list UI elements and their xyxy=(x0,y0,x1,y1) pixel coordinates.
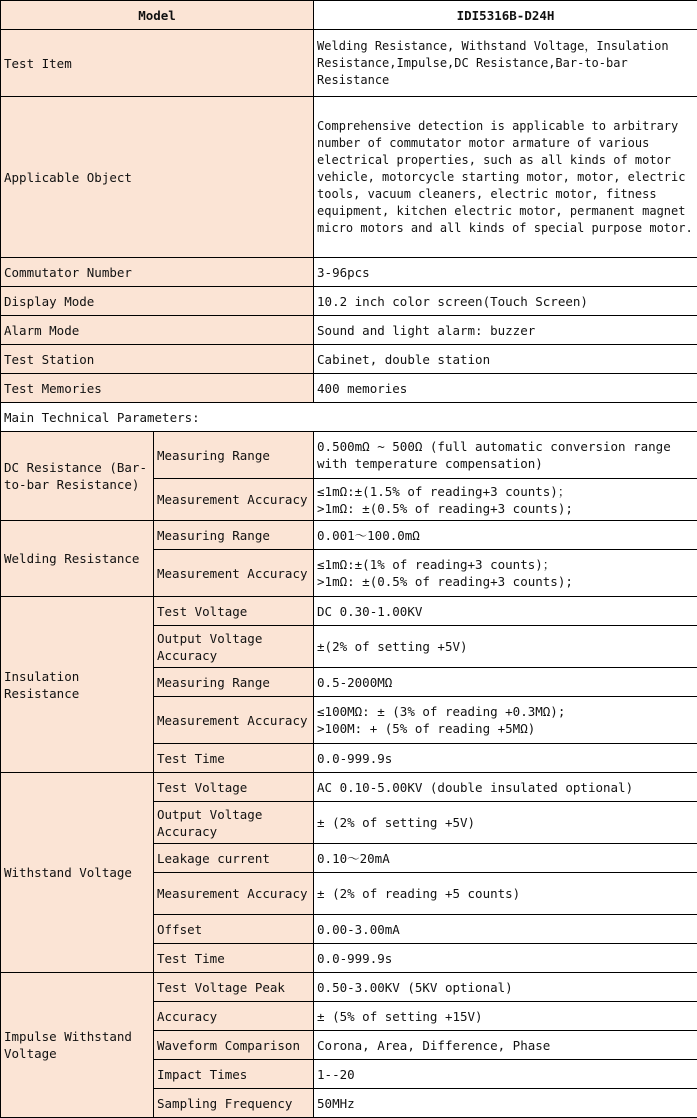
param-label: Offset xyxy=(154,915,314,944)
param-value: 0.00-3.00mA xyxy=(314,915,697,944)
param-label: Impact Times xyxy=(154,1060,314,1089)
param-label: Output Voltage Accuracy xyxy=(154,802,314,844)
param-label: Sampling Frequency xyxy=(154,1089,314,1118)
param-value: ± (2% of reading +5 counts) xyxy=(314,873,697,915)
param-label: Measuring Range xyxy=(154,521,314,550)
general-value: Cabinet, double station xyxy=(314,345,697,374)
header-row xyxy=(1,1,697,30)
param-value: 0.0-999.9s xyxy=(314,944,697,973)
param-value: 0.10～20mA xyxy=(314,844,697,873)
group-name: Welding Resistance xyxy=(1,521,154,597)
param-row xyxy=(1,973,697,1002)
spec-table-body xyxy=(1,1,697,1118)
param-label: Leakage current xyxy=(154,844,314,873)
param-label: Test Time xyxy=(154,744,314,773)
param-label: Measuring Range xyxy=(154,668,314,697)
general-value: Comprehensive detection is applicable to arbitrary number of commutator motor armature of various electrical properties, such as all kinds of motor vehicle, motorcycle starting motor, motor, electric tools, vacuum cleaners, electric motor, fitness equipment, kitchen electric motor, permanent magnet micro motors and all kinds of special purpose motor. xyxy=(314,97,697,258)
param-value: 0.0-999.9s xyxy=(314,744,697,773)
general-row xyxy=(1,316,697,345)
param-value: ± (2% of setting +5V) xyxy=(314,802,697,844)
param-value: 1--20 xyxy=(314,1060,697,1089)
general-value: Sound and light alarm: buzzer xyxy=(314,316,697,345)
header-model-label: Model xyxy=(1,1,314,30)
param-value: ≤1mΩ:±(1% of reading+3 counts)； >1mΩ: ±(0.5% of reading+3 counts); xyxy=(314,550,697,597)
param-label: Test Voltage xyxy=(154,773,314,802)
param-value: DC 0.30-1.00KV xyxy=(314,597,697,626)
general-label: Test Item xyxy=(1,30,314,97)
group-name: DC Resistance (Bar-to-bar Resistance) xyxy=(1,432,154,521)
general-row xyxy=(1,345,697,374)
general-label: Test Station xyxy=(1,345,314,374)
general-row xyxy=(1,30,697,97)
header-model-value: IDI5316B-D24H xyxy=(314,1,697,30)
param-label: Measurement Accuracy xyxy=(154,479,314,521)
general-value: 10.2 inch color screen(Touch Screen) xyxy=(314,287,697,316)
param-value: ±(2% of setting +5V) xyxy=(314,626,697,668)
general-row xyxy=(1,97,697,258)
param-row xyxy=(1,432,697,479)
param-label: Measuring Range xyxy=(154,432,314,479)
param-label: Test Time xyxy=(154,944,314,973)
param-label: Measurement Accuracy xyxy=(154,550,314,597)
general-label: Commutator Number xyxy=(1,258,314,287)
param-value: 0.001～100.0mΩ xyxy=(314,521,697,550)
param-row xyxy=(1,597,697,626)
general-label: Alarm Mode xyxy=(1,316,314,345)
general-label: Applicable Object xyxy=(1,97,314,258)
param-value: 50MHz xyxy=(314,1089,697,1118)
general-row xyxy=(1,287,697,316)
group-name: Withstand Voltage xyxy=(1,773,154,973)
general-row xyxy=(1,374,697,403)
general-label: Display Mode xyxy=(1,287,314,316)
param-value: AC 0.10-5.00KV (double insulated optional) xyxy=(314,773,697,802)
param-label: Measurement Accuracy xyxy=(154,697,314,744)
general-row xyxy=(1,258,697,287)
param-value: ≤1mΩ:±(1.5% of reading+3 counts)； >1mΩ: ±(0.5% of reading+3 counts); xyxy=(314,479,697,521)
group-name: Impulse Withstand Voltage xyxy=(1,973,154,1118)
param-label: Waveform Comparison xyxy=(154,1031,314,1060)
param-label: Test Voltage Peak xyxy=(154,973,314,1002)
param-label: Output Voltage Accuracy xyxy=(154,626,314,668)
group-name: Insulation Resistance xyxy=(1,597,154,773)
param-value: 0.50-3.00KV (5KV optional) xyxy=(314,973,697,1002)
param-label: Accuracy xyxy=(154,1002,314,1031)
general-value: 400 memories xyxy=(314,374,697,403)
param-row xyxy=(1,773,697,802)
section-title: Main Technical Parameters: xyxy=(1,403,697,432)
section-title-row xyxy=(1,403,697,432)
param-value: 0.5-2000MΩ xyxy=(314,668,697,697)
general-value: Welding Resistance, Withstand Voltage，Insulation Resistance,Impulse,DC Resistance,Bar-to-bar Resistance xyxy=(314,30,697,97)
param-value: Corona, Area, Difference, Phase xyxy=(314,1031,697,1060)
general-label: Test Memories xyxy=(1,374,314,403)
param-value: 0.500mΩ ~ 500Ω (full automatic conversion range with temperature compensation) xyxy=(314,432,697,479)
param-label: Test Voltage xyxy=(154,597,314,626)
param-value: ± (5% of setting +15V) xyxy=(314,1002,697,1031)
param-label: Measurement Accuracy xyxy=(154,873,314,915)
param-value: ≤100MΩ: ± (3% of reading +0.3MΩ); >100M: + (5% of reading +5MΩ) xyxy=(314,697,697,744)
param-row xyxy=(1,521,697,550)
general-value: 3-96pcs xyxy=(314,258,697,287)
